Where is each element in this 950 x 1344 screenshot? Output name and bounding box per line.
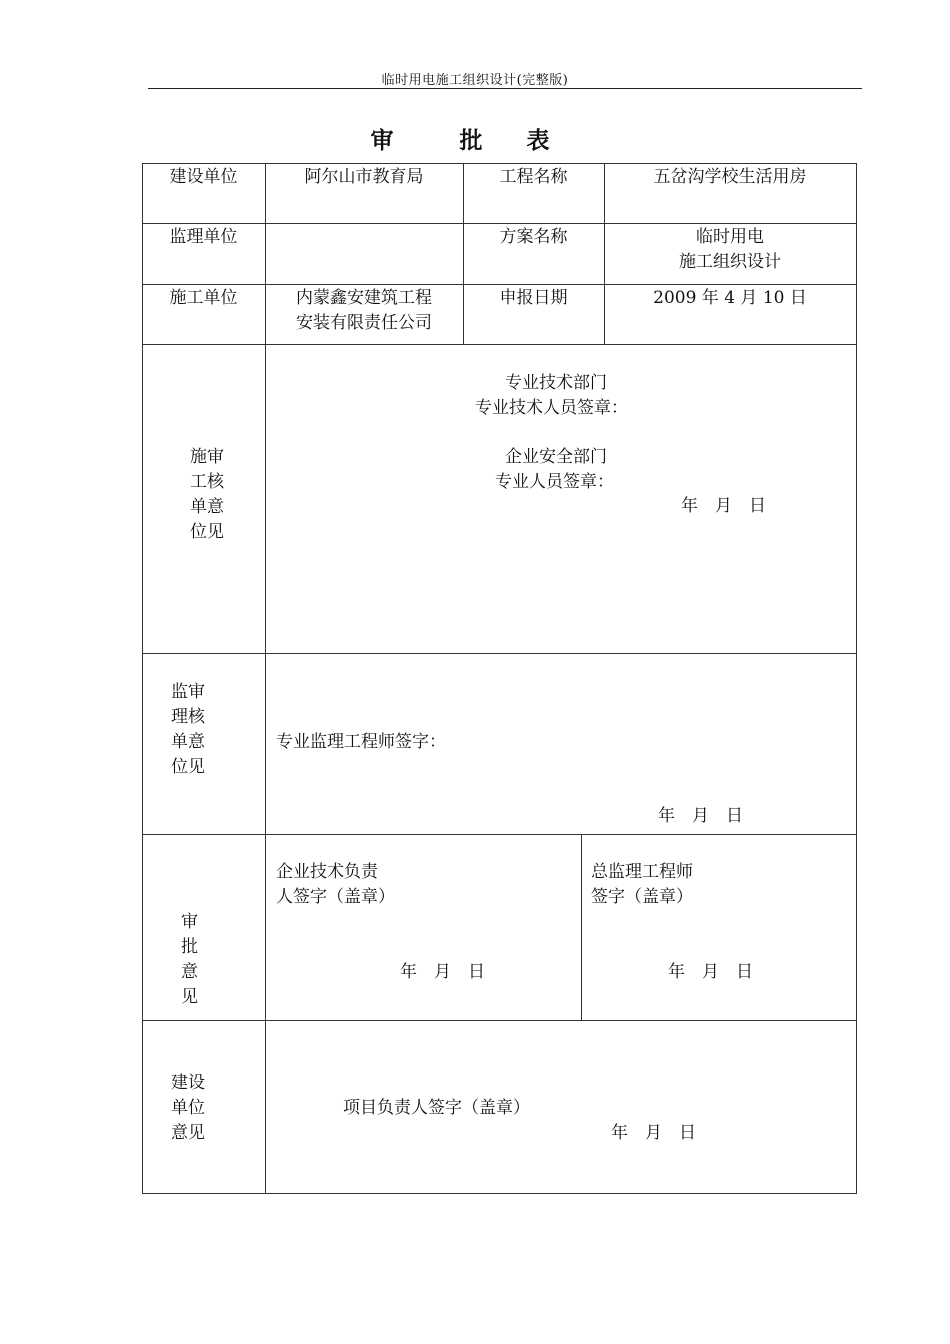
label-line: 单意 [171,732,205,752]
label-supervision-review [171,680,205,780]
table-border-bottom [142,1193,856,1194]
title-char-1: 审 [370,127,394,154]
sign-line: 人签字（盖章） [276,887,395,907]
label-line: 施审 [190,447,224,467]
label-line: 位见 [171,757,205,777]
enterprise-tech-date: 年 月 日 [400,962,485,982]
supervision-sign-label: 专业监理工程师签字： [276,732,446,752]
approval-column-divider [581,834,582,1020]
label-contractor: 施工单位 [169,288,238,308]
label-supervision-org: 监理单位 [169,227,238,247]
enterprise-tech-sign [276,860,395,910]
info-column-divider [463,163,464,344]
owner-opinion-date: 年 月 日 [611,1123,696,1143]
row-divider [142,834,856,835]
value-submit-date [604,286,856,311]
label-plan-name: 方案名称 [499,227,568,247]
label-line: 批 [181,937,198,957]
label-line: 意见 [171,1123,205,1143]
page-header: 临时用电施工组织设计(完整版) [381,73,569,88]
value-plan-name [604,225,856,275]
label-line: 理核 [171,707,205,727]
value-contractor [265,286,463,336]
value-line: 2009 年 4 月 10 日 [653,288,807,308]
safety-sign-label: 专业人员签章： [495,472,614,492]
label-line: 工核 [190,472,224,492]
value-project-name [604,165,856,190]
row-divider [142,344,856,345]
sign-line: 签字（盖章） [591,887,693,907]
label-approval [181,910,198,1010]
value-line: 施工组织设计 [679,252,781,272]
label-line: 位见 [190,522,224,542]
table-border-right [856,163,857,1194]
sign-line: 总监理工程师 [591,862,693,882]
value-construction-org [265,165,463,190]
label-project-name: 工程名称 [499,167,568,187]
label-line: 审 [181,912,198,932]
row-divider [142,223,856,224]
value-line: 安装有限责任公司 [296,313,432,333]
label-line: 监审 [171,682,205,702]
row-divider [142,653,856,654]
sign-line: 企业技术负责 [276,862,378,882]
safety-dept-label: 企业安全部门 [505,447,607,467]
construction-review-date: 年 月 日 [681,496,766,516]
tech-sign-label: 专业技术人员签章： [475,398,628,418]
row-divider [142,284,856,285]
title-char-2: 批 [459,127,483,154]
value-line: 内蒙鑫安建筑工程 [296,288,432,308]
label-line: 意 [181,962,198,982]
value-line: 阿尔山市教育局 [304,167,424,187]
label-line: 建设 [171,1073,205,1093]
value-line: 临时用电 [696,227,764,247]
table-border-left [142,163,143,1194]
chief-supervisor-sign [591,860,693,910]
title-char-3: 表 [526,127,550,154]
project-lead-sign: 项目负责人签字（盖章） [343,1098,530,1118]
label-construction-review [190,445,224,545]
supervision-review-date: 年 月 日 [658,806,743,826]
label-submit-date: 申报日期 [499,288,568,308]
table-border-top [142,163,856,164]
approval-table [142,163,856,1193]
label-owner-opinion [171,1071,205,1146]
label-construction-org: 建设单位 [169,167,238,187]
label-line: 单位 [171,1098,205,1118]
value-line: 五岔沟学校生活用房 [653,167,807,187]
tech-dept-label: 专业技术部门 [505,373,607,393]
row-divider [142,1020,856,1021]
header-rule [148,88,862,89]
label-line: 见 [181,987,198,1007]
chief-supervisor-date: 年 月 日 [668,962,753,982]
label-line: 单意 [190,497,224,517]
form-title [0,122,920,155]
